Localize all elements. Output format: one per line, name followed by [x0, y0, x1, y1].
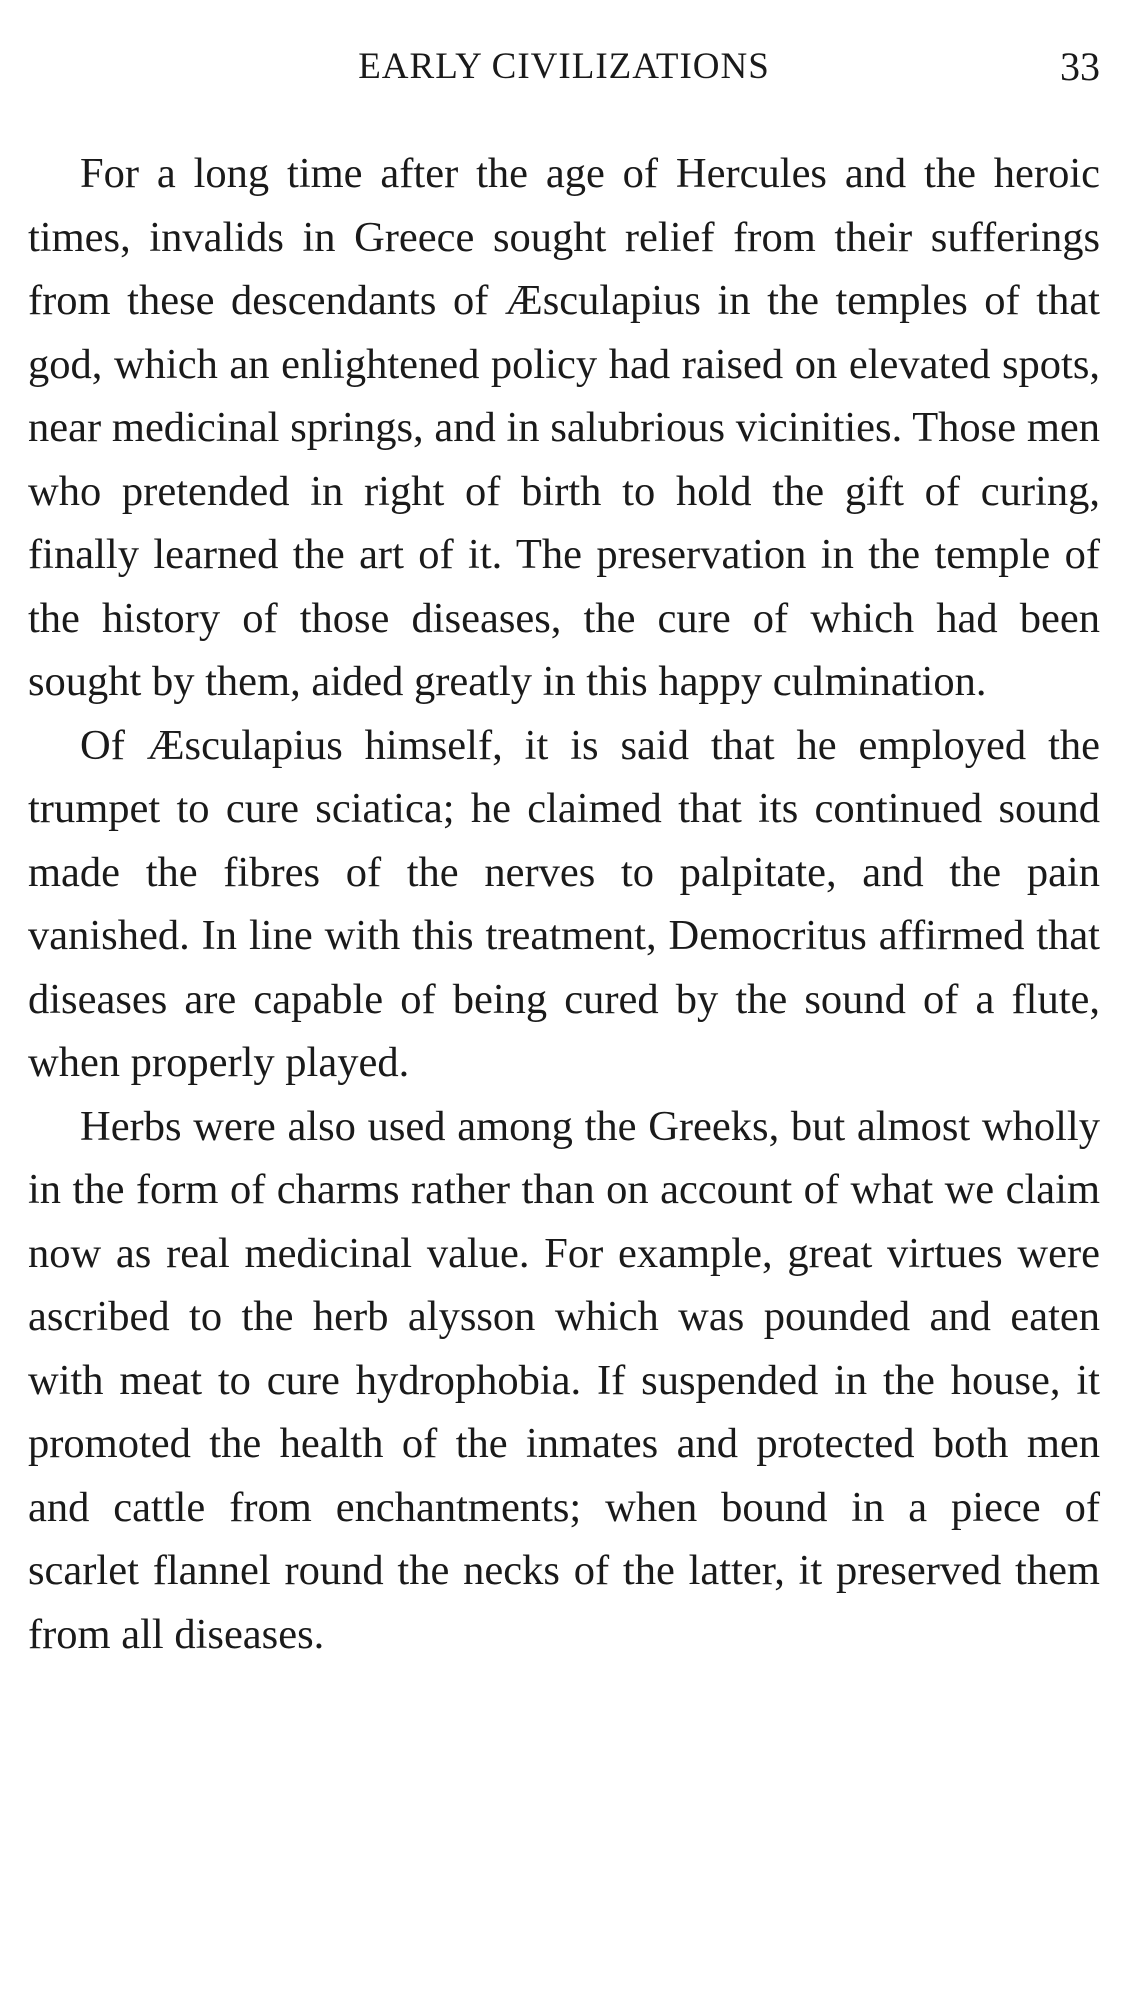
running-head [28, 42, 1100, 92]
page-number: 33 [1060, 44, 1100, 89]
body-text [28, 142, 1100, 1666]
paragraph-herbs: Herbs were also used among the Greeks, but almost wholly in the form of charms rather than on account of what we claim now as real medicinal value. For example, great virtues were ascribed to the herb alysson which was pounded and eaten with meat to cure hydrophobia. If suspended in the house, it promoted the health of the inmates and protected both men and cattle from enchantments; when bound in a piece of scarlet flannel round the necks of the latter, it preserved them from all diseases. [28, 1102, 1100, 1658]
book-page [28, 0, 1100, 1995]
paragraph-aesculapius: Of Æsculapius himself, it is said that he employed the trumpet to cure sciatica; he claimed that its continued sound made the fibres of the nerves to palpitate, and the pain vanished. In line with this treatment, Democritus affirmed that diseases are capable of being cured by the sound of a flute, when properly played. [28, 721, 1100, 1086]
paragraph-hercules: For a long time after the age of Hercules and the heroic times, invalids in Greece sought relief from their sufferings from these descendants of Æsculapius in the temples of that god, which an enlightened policy had raised on elevated spots, near medicinal springs, and in salubrious vicinities. Those men who pretended in right of birth to hold the gift of curing, finally learned the art of it. The preservation in the temple of the history of those diseases, the cure of which had been sought by them, aided greatly in this happy culmination. [28, 150, 1100, 705]
running-title: EARLY CIVILIZATIONS [358, 46, 770, 87]
